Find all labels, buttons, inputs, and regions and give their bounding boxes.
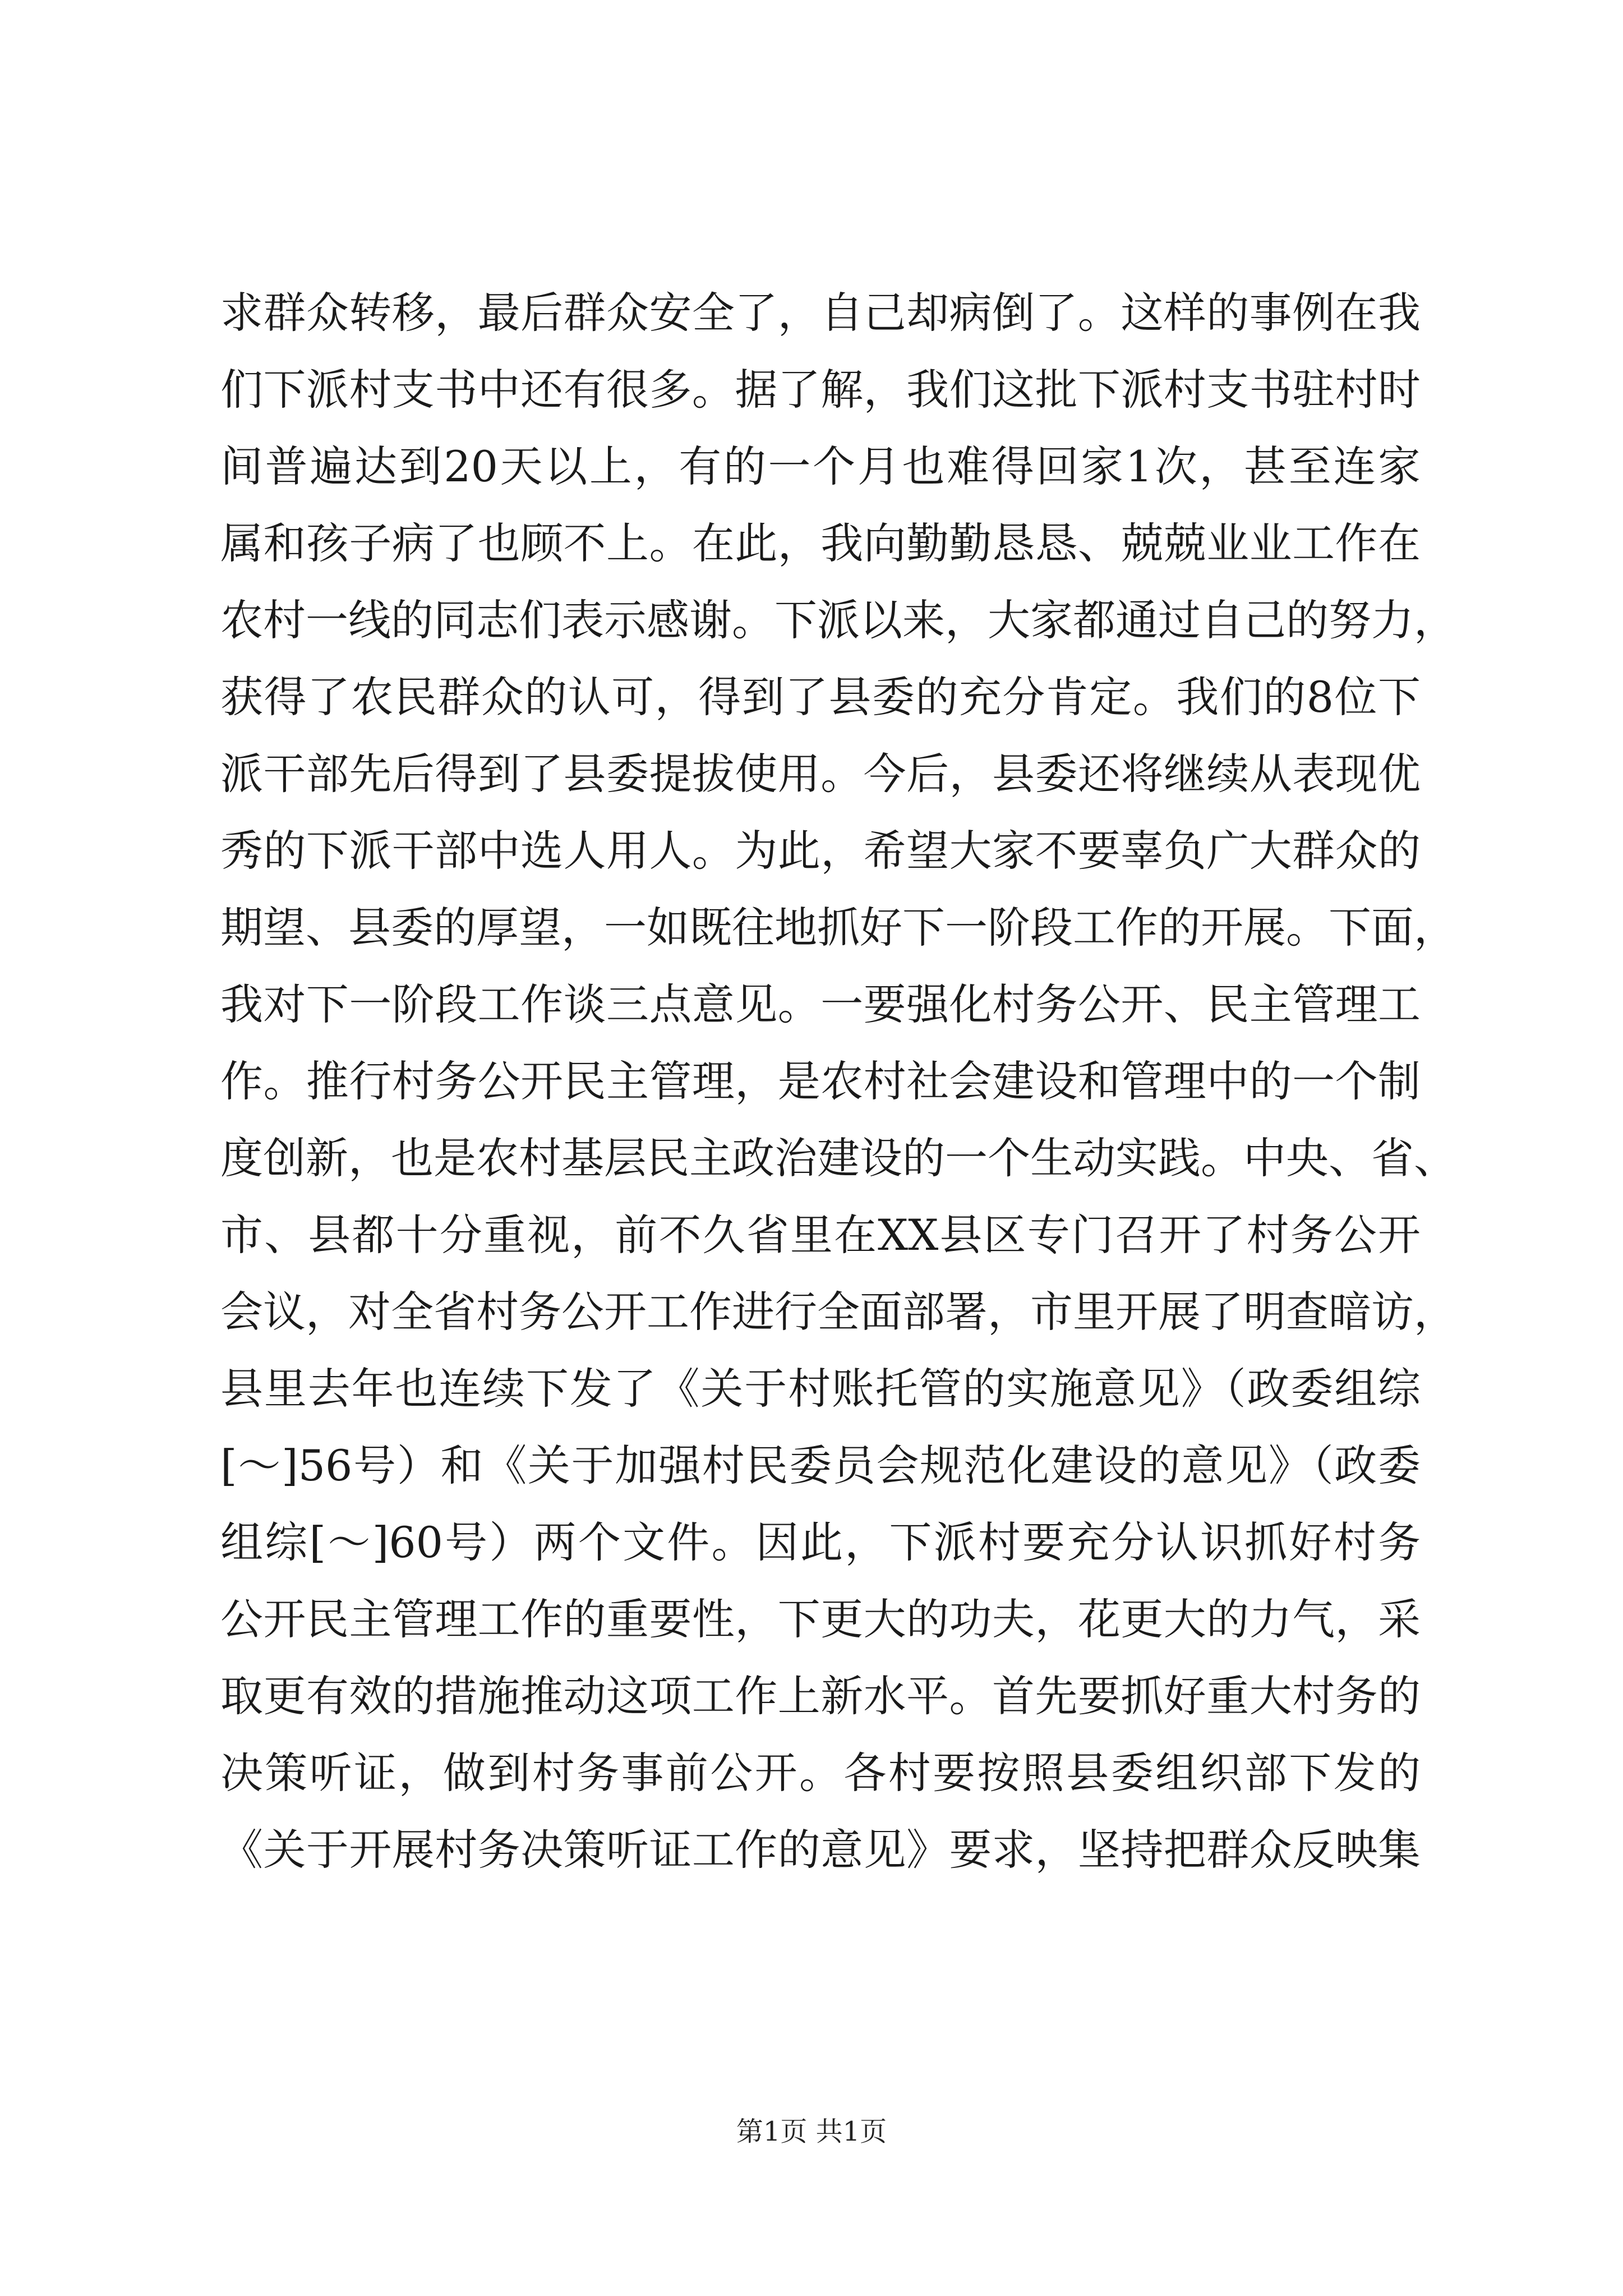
page-number: 第1页 共1页 [736, 2116, 887, 2147]
text-line: 组综[～]60号）两个文件。因此，下派村要充分认识抓好村务 [220, 1517, 1421, 1567]
text-line: 我对下一阶段工作谈三点意见。一要强化村务公开、民主管理工 [220, 979, 1421, 1029]
text-line: 取更有效的措施推动这项工作上新水平。首先要抓好重大村务的 [220, 1671, 1421, 1721]
text-line: 们下派村支书中还有很多。据了解，我们这批下派村支书驻村时 [220, 365, 1421, 415]
text-line: 决策听证，做到村务事前公开。各村要按照县委组织部下发的 [220, 1748, 1421, 1798]
text-line: 《关于开展村务决策听证工作的意见》要求，坚持把群众反映集 [220, 1825, 1421, 1875]
text-line: 获得了农民群众的认可，得到了县委的充分肯定。我们的8位下 [220, 672, 1421, 722]
text-line: 求群众转移，最后群众安全了，自己却病倒了。这样的事例在我 [220, 288, 1421, 338]
text-line: 市、县都十分重视，前不久省里在XX县区专门召开了村务公开 [220, 1210, 1421, 1260]
text-line: 间普遍达到20天以上，有的一个月也难得回家1次，甚至连家 [220, 441, 1421, 491]
text-line: 作。推行村务公开民主管理，是农村社会建设和管理中的一个制 [220, 1056, 1421, 1106]
text-line: 度创新，也是农村基层民主政治建设的一个生动实践。中央、省、 [220, 1133, 1456, 1183]
text-line: 期望、县委的厚望，一如既往地抓好下一阶段工作的开展。下面， [220, 903, 1456, 953]
page-footer [0, 2115, 1623, 2148]
text-line: 县里去年也连续下发了《关于村账托管的实施意见》（政委组综 [220, 1364, 1421, 1414]
text-line: 公开民主管理工作的重要性，下更大的功夫，花更大的力气，采 [220, 1594, 1421, 1644]
text-line: 属和孩子病了也顾不上。在此，我向勤勤恳恳、兢兢业业工作在 [220, 518, 1421, 568]
text-line: [～]56号）和《关于加强村民委员会规范化建设的意见》（政委 [220, 1441, 1421, 1490]
text-line: 派干部先后得到了县委提拔使用。今后，县委还将继续从表现优 [220, 749, 1421, 799]
text-line: 会议，对全省村务公开工作进行全面部署，市里开展了明查暗访， [220, 1287, 1456, 1337]
text-line: 农村一线的同志们表示感谢。下派以来，大家都通过自己的努力， [220, 595, 1456, 645]
body-text [220, 274, 1456, 1888]
text-line: 秀的下派干部中选人用人。为此，希望大家不要辜负广大群众的 [220, 826, 1421, 876]
